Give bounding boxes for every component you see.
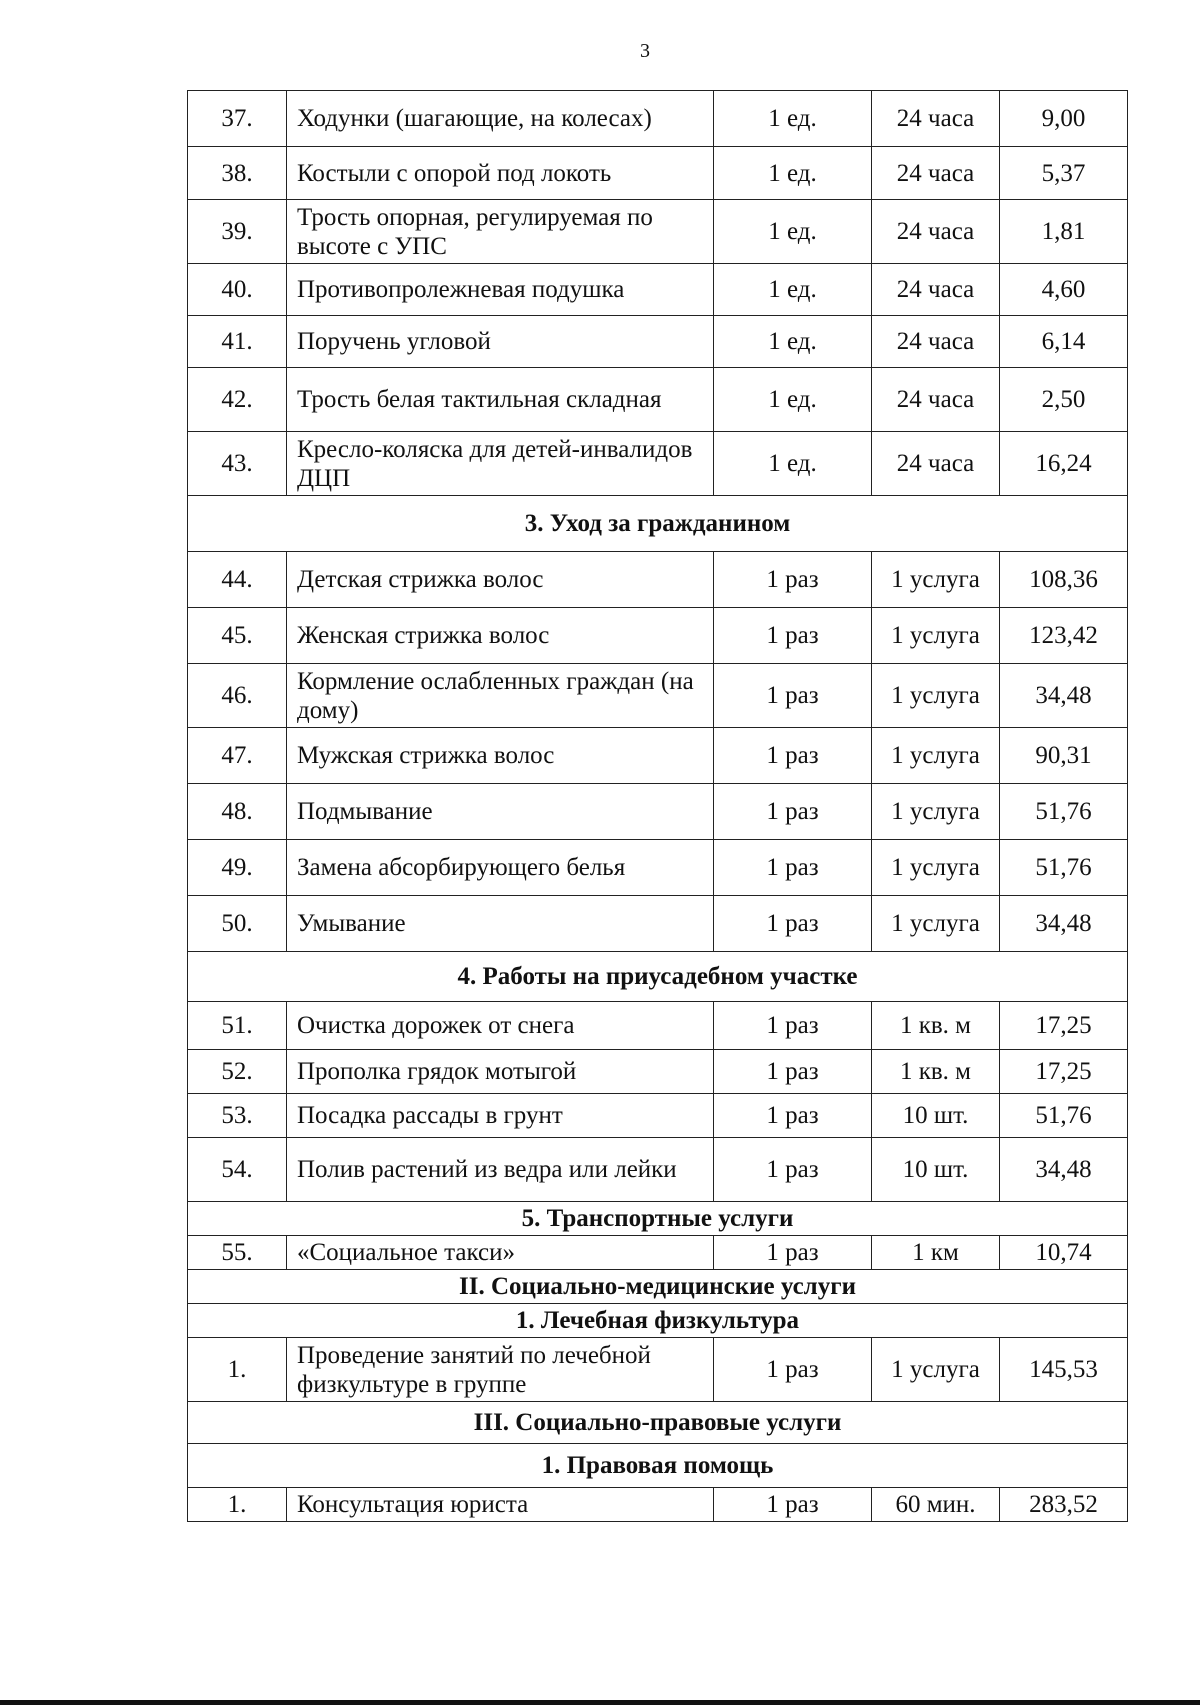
service-measure: 1 услуга <box>872 608 1000 664</box>
service-unit: 1 раз <box>714 840 872 896</box>
row-number: 52. <box>188 1050 287 1094</box>
service-price: 108,36 <box>1000 552 1128 608</box>
service-measure: 1 услуга <box>872 896 1000 952</box>
service-price: 51,76 <box>1000 1094 1128 1138</box>
service-measure: 24 часа <box>872 316 1000 368</box>
table-row <box>188 784 1128 840</box>
service-name: Посадка рассады в грунт <box>287 1094 714 1138</box>
service-measure: 1 услуга <box>872 664 1000 728</box>
service-name: Полив растений из ведра или лейки <box>287 1138 714 1202</box>
service-price: 145,53 <box>1000 1338 1128 1402</box>
service-name: Трость опорная, регулируемая по высоте с УПС <box>287 200 714 264</box>
row-number: 43. <box>188 432 287 496</box>
table-row <box>188 264 1128 316</box>
section-row <box>188 496 1128 552</box>
service-measure: 24 часа <box>872 200 1000 264</box>
service-unit: 1 ед. <box>714 316 872 368</box>
service-name: Консультация юриста <box>287 1488 714 1522</box>
service-price: 90,31 <box>1000 728 1128 784</box>
service-name: Трость белая тактильная складная <box>287 368 714 432</box>
service-unit: 1 раз <box>714 728 872 784</box>
table-row <box>188 91 1128 147</box>
page-bottom-edge <box>0 1700 1200 1705</box>
table-row <box>188 200 1128 264</box>
table-row <box>188 896 1128 952</box>
section-row <box>188 1202 1128 1236</box>
service-unit: 1 раз <box>714 784 872 840</box>
table-row <box>188 552 1128 608</box>
service-measure: 1 кв. м <box>872 1002 1000 1050</box>
table-row <box>188 1138 1128 1202</box>
service-price: 9,00 <box>1000 91 1128 147</box>
service-price: 34,48 <box>1000 664 1128 728</box>
table-row <box>188 316 1128 368</box>
service-name: Прополка грядок мотыгой <box>287 1050 714 1094</box>
service-price: 16,24 <box>1000 432 1128 496</box>
service-measure: 1 услуга <box>872 552 1000 608</box>
section-row <box>188 1304 1128 1338</box>
row-number: 50. <box>188 896 287 952</box>
service-measure: 24 часа <box>872 91 1000 147</box>
service-price: 51,76 <box>1000 784 1128 840</box>
section-title: II. Социально-медицинские услуги <box>188 1270 1128 1304</box>
price-table-body <box>188 91 1128 1522</box>
service-measure: 1 услуга <box>872 784 1000 840</box>
service-price: 10,74 <box>1000 1236 1128 1270</box>
service-name: Ходунки (шагающие, на колесах) <box>287 91 714 147</box>
service-measure: 1 услуга <box>872 1338 1000 1402</box>
service-name: Детская стрижка волос <box>287 552 714 608</box>
service-measure: 24 часа <box>872 147 1000 200</box>
table-row <box>188 368 1128 432</box>
service-name: Умывание <box>287 896 714 952</box>
row-number: 47. <box>188 728 287 784</box>
service-price: 51,76 <box>1000 840 1128 896</box>
row-number: 53. <box>188 1094 287 1138</box>
service-unit: 1 раз <box>714 552 872 608</box>
service-price: 34,48 <box>1000 1138 1128 1202</box>
service-measure: 10 шт. <box>872 1138 1000 1202</box>
service-measure: 24 часа <box>872 264 1000 316</box>
table-row <box>188 1338 1128 1402</box>
section-row <box>188 1402 1128 1444</box>
service-measure: 1 км <box>872 1236 1000 1270</box>
row-number: 1. <box>188 1488 287 1522</box>
service-unit: 1 раз <box>714 608 872 664</box>
service-measure: 24 часа <box>872 432 1000 496</box>
service-unit: 1 ед. <box>714 91 872 147</box>
section-title: 4. Работы на приусадебном участке <box>188 952 1128 1002</box>
service-name: Очистка дорожек от снега <box>287 1002 714 1050</box>
table-row <box>188 432 1128 496</box>
service-name: «Социальное такси» <box>287 1236 714 1270</box>
service-name: Мужская стрижка волос <box>287 728 714 784</box>
table-row <box>188 147 1128 200</box>
service-price: 2,50 <box>1000 368 1128 432</box>
service-name: Подмывание <box>287 784 714 840</box>
row-number: 48. <box>188 784 287 840</box>
service-unit: 1 раз <box>714 1236 872 1270</box>
page-number: 3 <box>640 40 650 62</box>
service-unit: 1 ед. <box>714 368 872 432</box>
service-name: Кормление ослабленных граждан (на дому) <box>287 664 714 728</box>
section-title: 5. Транспортные услуги <box>188 1202 1128 1236</box>
service-unit: 1 раз <box>714 1338 872 1402</box>
service-unit: 1 раз <box>714 1488 872 1522</box>
section-title: 1. Лечебная физкультура <box>188 1304 1128 1338</box>
service-unit: 1 ед. <box>714 200 872 264</box>
section-title: 3. Уход за гражданином <box>188 496 1128 552</box>
service-name: Женская стрижка волос <box>287 608 714 664</box>
service-price: 34,48 <box>1000 896 1128 952</box>
service-unit: 1 раз <box>714 664 872 728</box>
table-row <box>188 1050 1128 1094</box>
service-name: Замена абсорбирующего белья <box>287 840 714 896</box>
service-measure: 60 мин. <box>872 1488 1000 1522</box>
service-unit: 1 раз <box>714 1094 872 1138</box>
row-number: 51. <box>188 1002 287 1050</box>
row-number: 38. <box>188 147 287 200</box>
table-row <box>188 664 1128 728</box>
row-number: 42. <box>188 368 287 432</box>
service-name: Поручень угловой <box>287 316 714 368</box>
row-number: 1. <box>188 1338 287 1402</box>
table-row <box>188 840 1128 896</box>
service-unit: 1 раз <box>714 1002 872 1050</box>
service-price: 17,25 <box>1000 1050 1128 1094</box>
service-unit: 1 ед. <box>714 264 872 316</box>
table-row <box>188 1488 1128 1522</box>
section-row <box>188 1444 1128 1488</box>
price-table <box>187 90 1128 1522</box>
service-measure: 1 услуга <box>872 840 1000 896</box>
service-unit: 1 раз <box>714 896 872 952</box>
service-unit: 1 ед. <box>714 147 872 200</box>
row-number: 39. <box>188 200 287 264</box>
service-measure: 1 услуга <box>872 728 1000 784</box>
row-number: 54. <box>188 1138 287 1202</box>
row-number: 41. <box>188 316 287 368</box>
section-row <box>188 952 1128 1002</box>
service-price: 5,37 <box>1000 147 1128 200</box>
service-price: 123,42 <box>1000 608 1128 664</box>
section-row <box>188 1270 1128 1304</box>
service-name: Костыли с опорой под локоть <box>287 147 714 200</box>
section-title: III. Социально-правовые услуги <box>188 1402 1128 1444</box>
row-number: 49. <box>188 840 287 896</box>
service-measure: 24 часа <box>872 368 1000 432</box>
service-unit: 1 раз <box>714 1138 872 1202</box>
table-row <box>188 1002 1128 1050</box>
service-unit: 1 ед. <box>714 432 872 496</box>
service-name: Проведение занятий по лечебной физкультуре в группе <box>287 1338 714 1402</box>
service-name: Кресло-коляска для детей-инвалидов ДЦП <box>287 432 714 496</box>
service-price: 17,25 <box>1000 1002 1128 1050</box>
row-number: 37. <box>188 91 287 147</box>
row-number: 40. <box>188 264 287 316</box>
table-row <box>188 1094 1128 1138</box>
table-row <box>188 728 1128 784</box>
service-measure: 10 шт. <box>872 1094 1000 1138</box>
service-price: 6,14 <box>1000 316 1128 368</box>
row-number: 45. <box>188 608 287 664</box>
service-price: 1,81 <box>1000 200 1128 264</box>
service-price: 283,52 <box>1000 1488 1128 1522</box>
row-number: 44. <box>188 552 287 608</box>
section-title: 1. Правовая помощь <box>188 1444 1128 1488</box>
service-unit: 1 раз <box>714 1050 872 1094</box>
service-name: Противопролежневая подушка <box>287 264 714 316</box>
service-measure: 1 кв. м <box>872 1050 1000 1094</box>
row-number: 46. <box>188 664 287 728</box>
service-price: 4,60 <box>1000 264 1128 316</box>
table-row <box>188 608 1128 664</box>
table-row <box>188 1236 1128 1270</box>
row-number: 55. <box>188 1236 287 1270</box>
